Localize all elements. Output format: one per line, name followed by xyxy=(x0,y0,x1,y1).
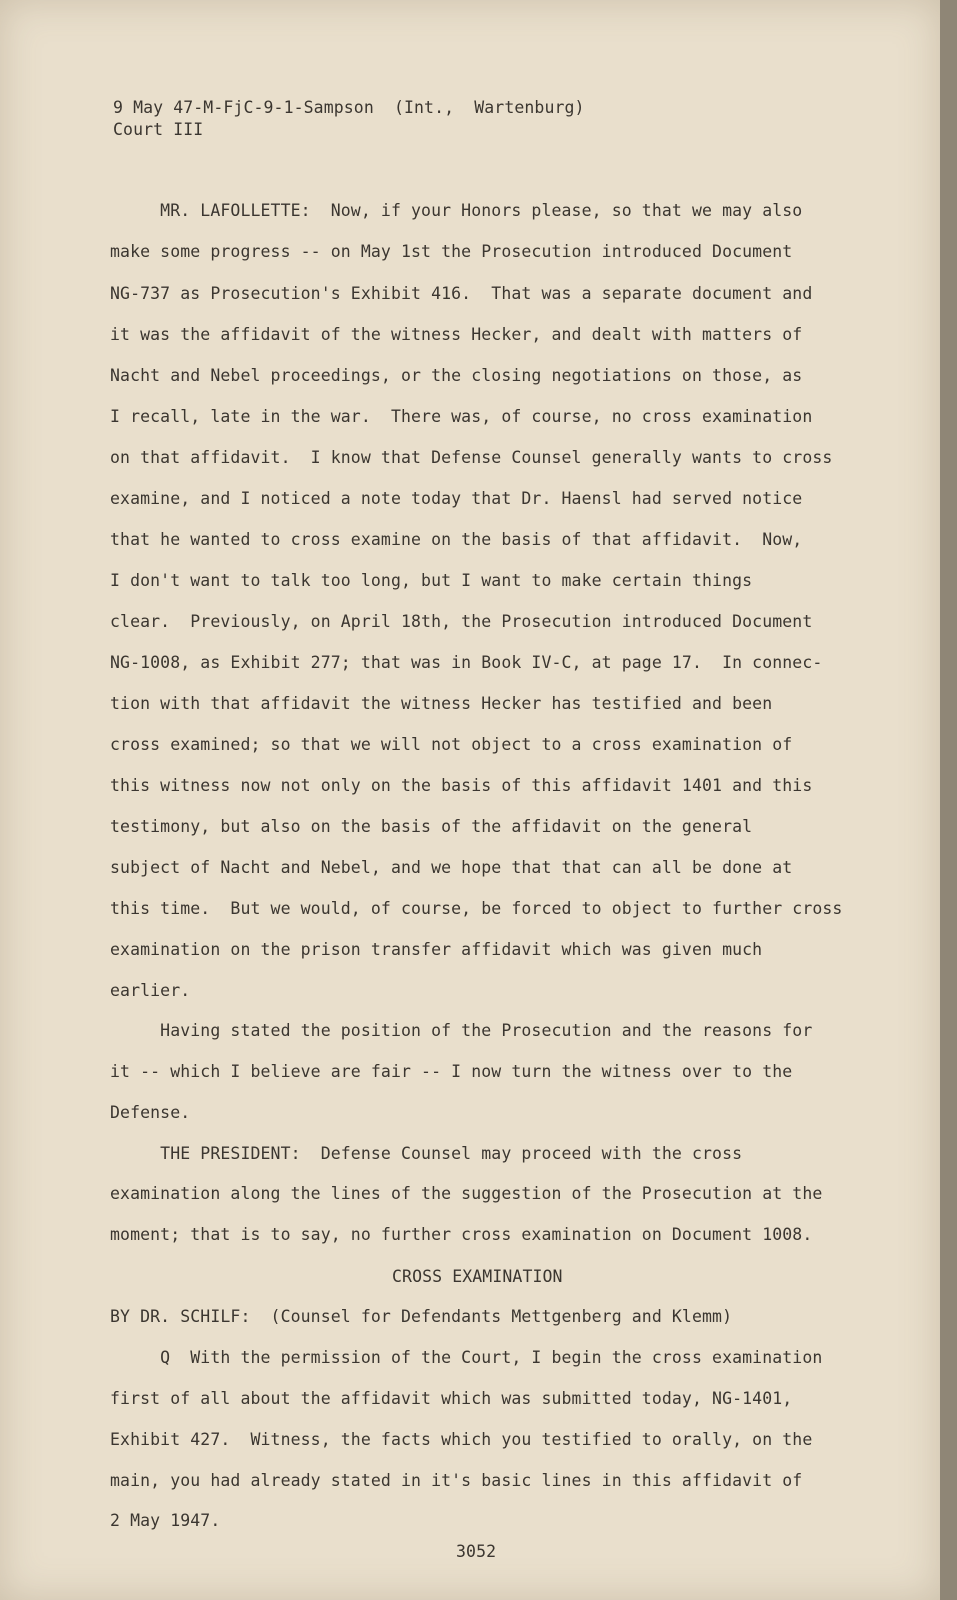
examiner-line: BY DR. SCHILF: (Counsel for Defendants Mettgenberg and Klemm) xyxy=(110,1307,733,1326)
body-line: examine, and I noticed a note today that Dr. Haensl had served notice xyxy=(110,489,803,508)
header-line-2: Court III xyxy=(113,120,204,139)
body-line: examination on the prison transfer affidavit which was given much xyxy=(110,940,763,959)
header-line-1: 9 May 47-M-FjC-9-1-Sampson (Int., Wartenburg) xyxy=(113,98,585,117)
body-line: this witness now not only on the basis of this affidavit 1401 and this xyxy=(110,776,813,795)
body-line: Nacht and Nebel proceedings, or the closing negotiations on those, as xyxy=(110,366,803,385)
body-line: Q With the permission of the Court, I begin the cross examination xyxy=(110,1348,823,1367)
body-line: Exhibit 427. Witness, the facts which you testified to orally, on the xyxy=(110,1430,813,1449)
body-line: I recall, late in the war. There was, of course, no cross examination xyxy=(110,407,813,426)
body-line: THE PRESIDENT: Defense Counsel may proceed with the cross xyxy=(110,1144,743,1163)
body-line: this time. But we would, of course, be forced to object to further cross xyxy=(110,899,843,918)
body-line: tion with that affidavit the witness Hecker has testified and been xyxy=(110,694,773,713)
section-heading: CROSS EXAMINATION xyxy=(392,1267,563,1286)
body-line: it -- which I believe are fair -- I now turn the witness over to the xyxy=(110,1062,793,1081)
body-line: Defense. xyxy=(110,1103,191,1122)
body-line: Having stated the position of the Prosecution and the reasons for xyxy=(110,1021,813,1040)
body-line: I don't want to talk too long, but I want to make certain things xyxy=(110,571,753,590)
body-line: earlier. xyxy=(110,981,191,1000)
page-edge xyxy=(940,0,957,1600)
body-line: examination along the lines of the suggestion of the Prosecution at the xyxy=(110,1184,823,1203)
page-number: 3052 xyxy=(456,1542,497,1561)
body-line: NG-1008, as Exhibit 277; that was in Book IV-C, at page 17. In connec- xyxy=(110,653,823,672)
body-line: 2 May 1947. xyxy=(110,1511,221,1530)
body-line: it was the affidavit of the witness Hecker, and dealt with matters of xyxy=(110,325,803,344)
body-line: clear. Previously, on April 18th, the Prosecution introduced Document xyxy=(110,612,813,631)
body-line: make some progress -- on May 1st the Prosecution introduced Document xyxy=(110,242,793,261)
body-line: on that affidavit. I know that Defense Counsel generally wants to cross xyxy=(110,448,833,467)
body-line: MR. LAFOLLETTE: Now, if your Honors please, so that we may also xyxy=(110,201,803,220)
body-line: testimony, but also on the basis of the affidavit on the general xyxy=(110,817,753,836)
body-line: NG-737 as Prosecution's Exhibit 416. That was a separate document and xyxy=(110,284,813,303)
body-line: first of all about the affidavit which was submitted today, NG-1401, xyxy=(110,1389,793,1408)
body-line: main, you had already stated in it's basic lines in this affidavit of xyxy=(110,1471,803,1490)
body-line: cross examined; so that we will not object to a cross examination of xyxy=(110,735,793,754)
body-line: subject of Nacht and Nebel, and we hope that that can all be done at xyxy=(110,858,793,877)
body-line: that he wanted to cross examine on the basis of that affidavit. Now, xyxy=(110,530,803,549)
body-line: moment; that is to say, no further cross examination on Document 1008. xyxy=(110,1225,813,1244)
